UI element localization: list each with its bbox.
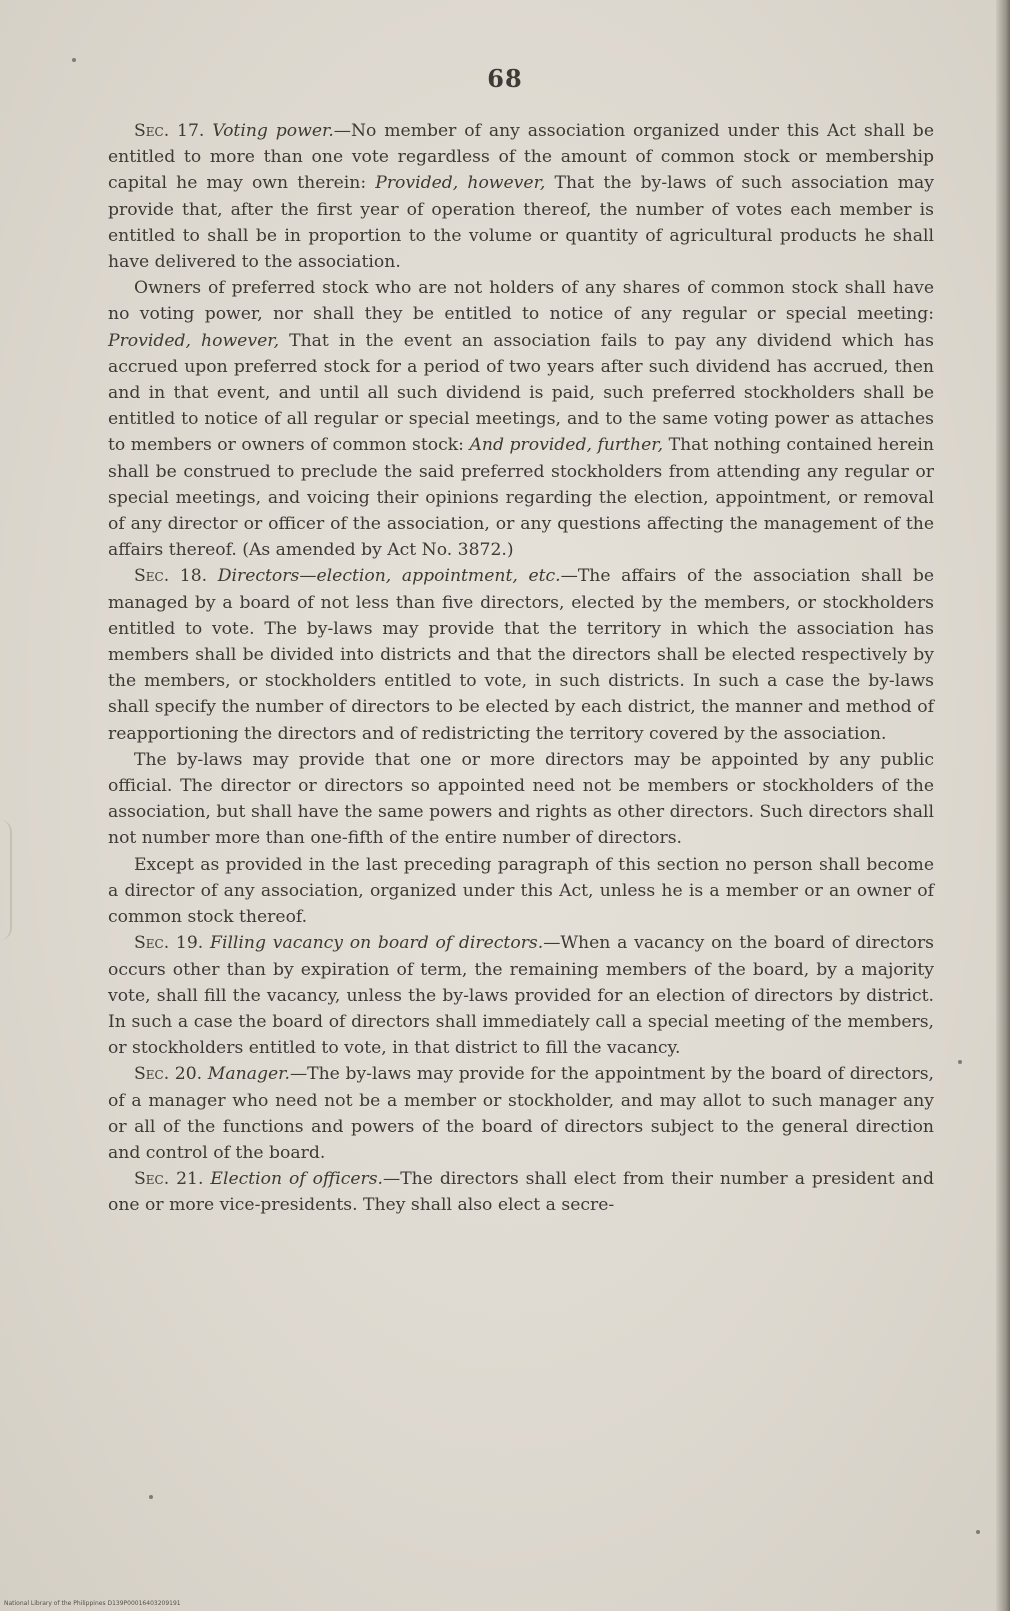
paragraph-text: That in the event an association fails to pay any dividend which has accrued upon preferred stock for a period of two years after such dividend has accrued, then and in that event, and until all such dividend is paid, such preferred stockholders shall be entitled to notice of all regular or special meetings, and to the same voting power as attaches to members or owners of common stock: [108, 330, 934, 456]
dash: — [333, 121, 351, 141]
paragraph-sec-17 [108, 118, 934, 275]
paragraph-text: That the by-laws of such association may provide that, after the first year of operation thereof, the number of votes each member is entitled to shall be in proportion to the volume or quantity of agricultural products he shall have delivered to the association. [108, 173, 934, 273]
section-heading: Election of officers. [210, 1169, 383, 1190]
paragraph-text: Except as provided in the last preceding paragraph of this section no person shall become a director of any association, organized under this Act, unless he is a member or an owner of common stock thereof. [108, 854, 934, 928]
dust-speck [958, 1060, 962, 1064]
paragraph-sec-21 [108, 1166, 934, 1218]
paragraph-sec-20 [108, 1061, 934, 1166]
page-curl-shadow [0, 820, 12, 940]
paragraph-text: The by-laws may provide for the appointment by the board of directors, of a manager who need not be a member or stockholder, and may allot to such manager any or all of the functions and powers of the board of directors subject to the general direction and control of the board. [108, 1064, 935, 1163]
dust-speck [149, 1495, 153, 1499]
section-heading: Manager. [207, 1064, 290, 1085]
paragraph-text: The by-laws may provide that one or more directors may be appointed by any public official. The director or directors so appointed need not be members or stockholders of the association, but shall have the same powers and rights as other directors. Such directors shall not number more than one-fifth of the entire number of directors. [108, 749, 934, 849]
paragraph-text: That nothing contained herein shall be construed to preclude the said preferred stockholders from attending any regular or special meetings, and voicing their opinions regarding the election, appointment, or removal of any director or officer of the association, or any questions affecting the management of the affairs thereof. (As amended by Act No. 3872.) [108, 435, 934, 561]
page-number: 68 [487, 64, 523, 93]
section-heading: Directors—election, appointment, etc. [217, 566, 561, 587]
paragraph-director-eligibility [108, 852, 934, 931]
section-number: Sec. 20. [134, 1064, 203, 1085]
dash: — [383, 1169, 401, 1190]
proviso: Provided, however, [108, 330, 280, 351]
paragraph-text: The affairs of the association shall be managed by a board of not less than five directors, elected by the members, or stockholders entitled to vote. The by-laws may provide that the territory in which the association has members shall be divided into districts and that the directors shall be elected respectively by the members, or stockholders entitled to vote, in such districts. In such a case the by-laws shall specify the number of directors to be elected by each district, the manner and method of reapportioning the directors and of redistricting the territory covered by the association. [108, 566, 934, 744]
section-number: Sec. 17. [134, 121, 205, 141]
paragraph-sec-18 [108, 563, 934, 746]
body-text [108, 118, 934, 1219]
binding-edge [996, 0, 1010, 1611]
paragraph-appointed-directors [108, 747, 934, 852]
dash: — [543, 933, 561, 954]
section-heading: Filling vacancy on board of directors. [210, 933, 544, 954]
section-heading: Voting power. [212, 121, 334, 141]
proviso: And provided, further, [469, 435, 664, 456]
paragraph-text: No member of any association organized under this Act shall be entitled to more than one vote regardless of the amount of common stock or membership capital he may own therein: [108, 121, 934, 194]
paragraph-text: The directors shall elect from their number a president and one or more vice-presidents. They shall also elect a secre- [108, 1169, 934, 1216]
paragraph-sec-19 [108, 930, 934, 1061]
section-number: Sec. 18. [134, 566, 208, 587]
dash: — [289, 1064, 308, 1085]
section-number: Sec. 19. [134, 933, 204, 954]
dust-speck [976, 1530, 980, 1534]
dash: — [560, 566, 578, 587]
paragraph-text: When a vacancy on the board of directors occurs other than by expiration of term, the remaining members of the board, by a majority vote, shall fill the vacancy, unless the by-laws provided for an election of directors by district. In such a case the board of directors shall immediately call a special meeting of the members, or stockholders entitled to vote, in that district to fill the vacancy. [108, 933, 934, 1059]
dust-speck [72, 58, 76, 62]
section-number: Sec. 21. [134, 1169, 204, 1190]
proviso: Provided, however, [375, 173, 546, 194]
paragraph-text: Owners of preferred stock who are not holders of any shares of common stock shall have no voting power, nor shall they be entitled to notice of any regular or special meeting: [108, 278, 934, 325]
archive-footer-stamp: National Library of the Philippines D139P00016403209191 [4, 1600, 181, 1607]
paragraph-preferred-stock [108, 275, 934, 563]
